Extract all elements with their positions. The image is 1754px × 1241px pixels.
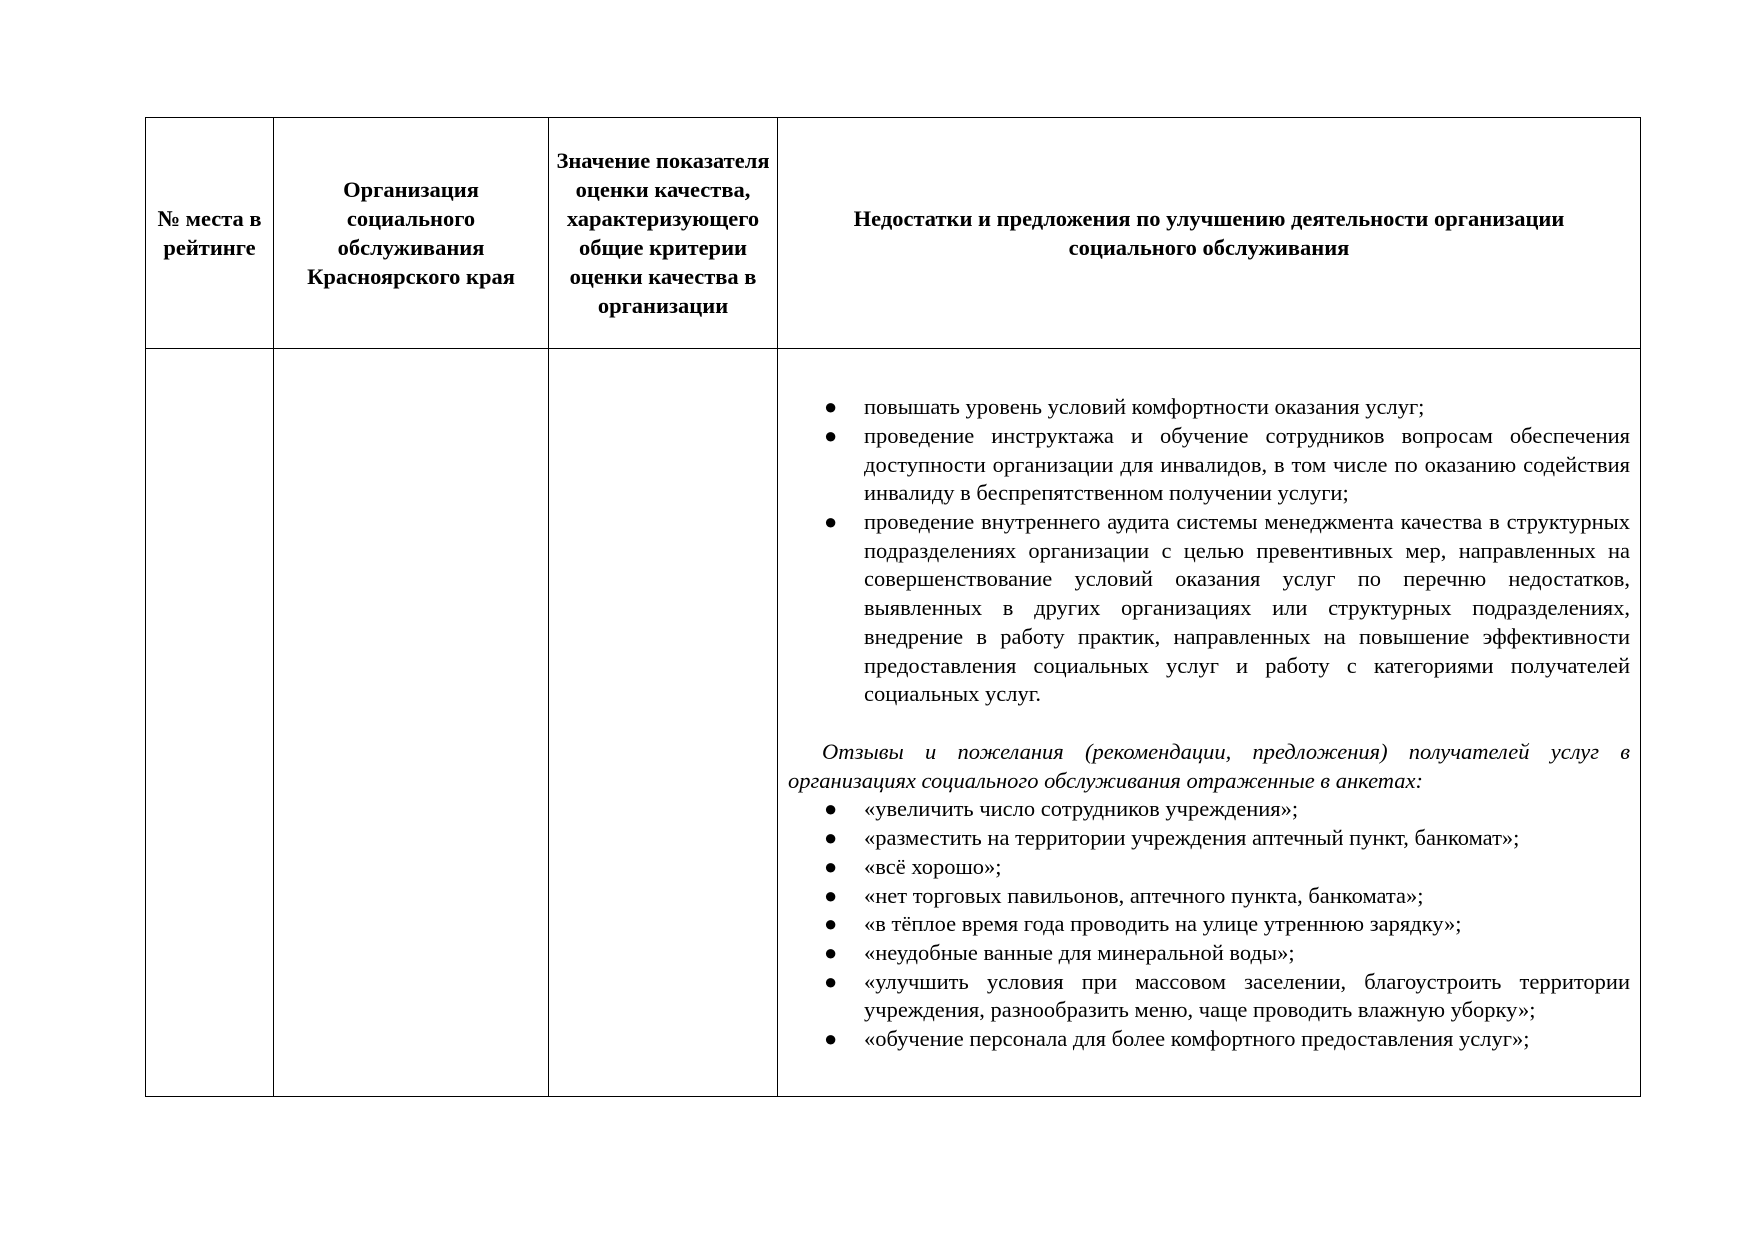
list-item: ● «всё хорошо»; [788, 853, 1630, 882]
proposals-content [778, 391, 1640, 1053]
list-item: ● проведение инструктажа и обучение сотрудников вопросам обеспечения доступности организации для инвалидов, в том числе по оказанию содействия инвалиду в беспрепятственном получении услуги; [824, 422, 1630, 506]
cell-organization [274, 349, 549, 1097]
bullet-icon: ● [824, 394, 838, 420]
list-item: ● «разместить на территории учреждения аптечный пункт, банкомат»; [788, 824, 1630, 853]
list-item: ● «улучшить условия при массовом заселении, благоустроить территории учреждения, разнообразить меню, чаще проводить влажную уборку»; [824, 968, 1630, 1023]
recommendations-list [788, 393, 1630, 709]
cell-score [549, 349, 778, 1097]
bullet-icon: ● [824, 939, 838, 965]
list-item: ● «неудобные ванные для минеральной воды»; [788, 939, 1630, 968]
bullet-icon: ● [824, 1026, 838, 1052]
list-item: ● проведение внутреннего аудита системы менеджмента качества в структурных подразделениях организации с целью превентивных мер, направленных на совершенствование условий оказания услуг по перечню недостатков, выявленных в других организациях или структурных подразделениях, внедрение в работу практик, направленных на повышение эффективности предоставления социальных услуг и работу с категориями получателей социальных услуг. [824, 509, 1630, 707]
cell-place [146, 349, 274, 1097]
table-row [146, 349, 1641, 1097]
bullet-icon: ● [824, 882, 838, 908]
list-item: ● «увеличить число сотрудников учреждения»; [788, 795, 1630, 824]
bullet-icon: ● [824, 825, 838, 851]
header-score: Значение показателя оценки качества, характеризующего общие критерии оценки качества в организации [549, 118, 778, 349]
list-item: ● «в тёплое время года проводить на улице утреннюю зарядку»; [788, 910, 1630, 939]
bullet-icon: ● [824, 853, 838, 879]
bullet-icon: ● [824, 968, 838, 994]
list-item: ● повышать уровень условий комфортности оказания услуг; [788, 393, 1630, 422]
list-item: ● «обучение персонала для более комфортного предоставления услуг»; [788, 1025, 1630, 1054]
cell-proposals [778, 349, 1641, 1097]
reviews-list [788, 795, 1630, 1053]
table-header-row [146, 118, 1641, 349]
bullet-icon: ● [824, 796, 838, 822]
list-item: ● «нет торговых павильонов, аптечного пункта, банкомата»; [788, 882, 1630, 911]
header-proposals: Недостатки и предложения по улучшению деятельности организации социального обслуживания [778, 118, 1641, 349]
reviews-intro: Отзывы и пожелания (рекомендации, предложения) получателей услуг в организациях социального обслуживания отраженные в анкетах: [788, 739, 1630, 793]
header-place: № места в рейтинге [146, 118, 274, 349]
bullet-icon: ● [824, 509, 838, 535]
bullet-icon: ● [824, 422, 838, 448]
rating-table [145, 117, 1641, 1097]
bullet-icon: ● [824, 911, 838, 937]
header-organization: Организация социального обслуживания Красноярского края [274, 118, 549, 349]
